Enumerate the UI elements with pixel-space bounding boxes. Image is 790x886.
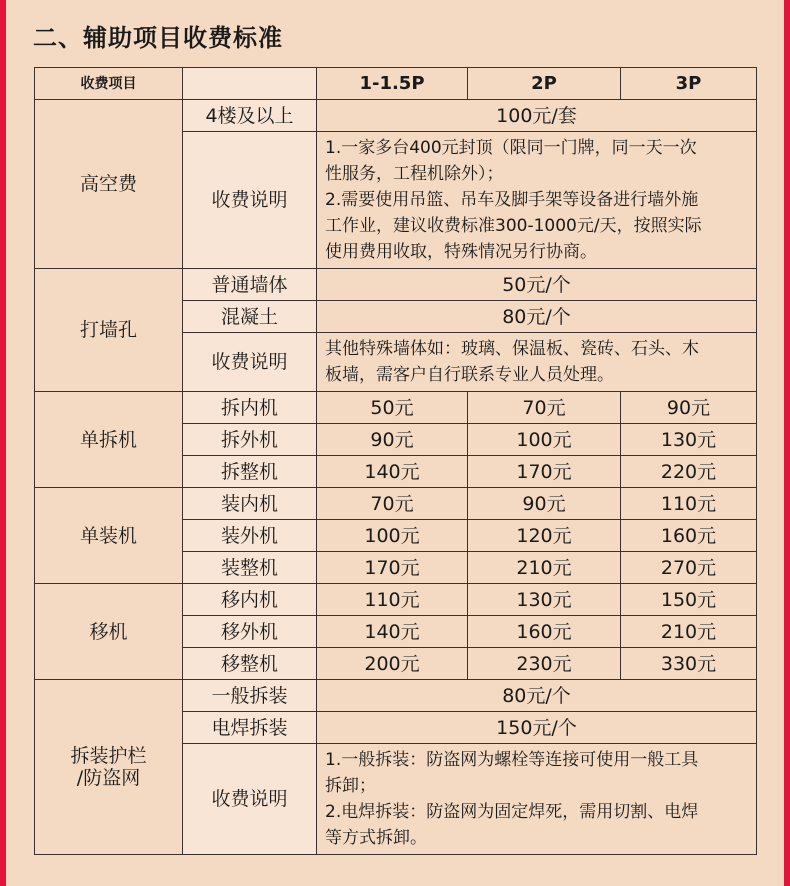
row-price: 80元/个 (317, 301, 757, 333)
price-cell: 140元 (317, 456, 468, 488)
note-text: 1.一家多台400元封顶（限同一门牌，同一天一次 性服务，工程机除外）； 2.需要使用吊篮、吊车及脚手架等设备进行墙外施 工作业，建议收费标准300-1000元/天，按照实际 使用费用收取，特殊情况另行协商。 (317, 132, 757, 269)
header-item: 收费项目 (35, 68, 183, 100)
page-title: 二、辅助项目收费标准 (33, 24, 283, 52)
category-uninstall: 单拆机 (35, 392, 183, 488)
price-cell: 70元 (468, 392, 621, 424)
category-guardrail: 拆装护栏 /防盗网 (35, 680, 183, 855)
header-blank (183, 68, 317, 100)
price-cell: 70元 (317, 488, 468, 520)
table-row (35, 488, 757, 520)
row-name: 装内机 (183, 488, 317, 520)
price-cell: 110元 (317, 584, 468, 616)
price-cell: 270元 (621, 552, 757, 584)
note-label: 收费说明 (183, 744, 317, 855)
header-size-1: 1-1.5P (317, 68, 468, 100)
table-row (35, 269, 757, 301)
table-row (35, 392, 757, 424)
row-name: 4楼及以上 (183, 100, 317, 132)
price-cell: 90元 (621, 392, 757, 424)
price-cell: 140元 (317, 616, 468, 648)
header-size-2: 2P (468, 68, 621, 100)
category-relocate: 移机 (35, 584, 183, 680)
row-name: 移整机 (183, 648, 317, 680)
price-cell: 160元 (621, 520, 757, 552)
table-row (35, 100, 757, 132)
price-cell: 100元 (317, 520, 468, 552)
table-row (35, 680, 757, 712)
left-border-strip (0, 0, 6, 886)
note-text: 其他特殊墙体如：玻璃、保温板、瓷砖、石头、木 板墙，需客户自行联系专业人员处理。 (317, 333, 757, 392)
category-wall-hole: 打墙孔 (35, 269, 183, 392)
price-cell: 150元 (621, 584, 757, 616)
price-cell: 100元 (468, 424, 621, 456)
row-name: 一般拆装 (183, 680, 317, 712)
table-row (35, 584, 757, 616)
price-cell: 230元 (468, 648, 621, 680)
category-install: 单装机 (35, 488, 183, 584)
header-size-3: 3P (621, 68, 757, 100)
row-name: 普通墙体 (183, 269, 317, 301)
price-cell: 220元 (621, 456, 757, 488)
row-name: 移内机 (183, 584, 317, 616)
price-cell: 170元 (317, 552, 468, 584)
price-cell: 130元 (621, 424, 757, 456)
price-cell: 50元 (317, 392, 468, 424)
price-cell: 330元 (621, 648, 757, 680)
category-high-altitude: 高空费 (35, 100, 183, 269)
row-name: 装外机 (183, 520, 317, 552)
note-text: 1.一般拆装：防盗网为螺栓等连接可使用一般工具 拆卸； 2.电焊拆装：防盗网为固定焊死，需用切割、电焊 等方式拆卸。 (317, 744, 757, 855)
price-cell: 160元 (468, 616, 621, 648)
price-cell: 110元 (621, 488, 757, 520)
row-name: 移外机 (183, 616, 317, 648)
price-cell: 90元 (468, 488, 621, 520)
row-price: 150元/个 (317, 712, 757, 744)
row-name: 装整机 (183, 552, 317, 584)
row-name: 拆内机 (183, 392, 317, 424)
price-cell: 210元 (468, 552, 621, 584)
row-price: 50元/个 (317, 269, 757, 301)
right-border-strip (784, 0, 790, 886)
row-name: 拆外机 (183, 424, 317, 456)
price-cell: 210元 (621, 616, 757, 648)
row-name: 拆整机 (183, 456, 317, 488)
price-cell: 200元 (317, 648, 468, 680)
row-price: 80元/个 (317, 680, 757, 712)
row-name: 电焊拆装 (183, 712, 317, 744)
price-cell: 120元 (468, 520, 621, 552)
price-cell: 170元 (468, 456, 621, 488)
row-price: 100元/套 (317, 100, 757, 132)
fee-table (34, 67, 757, 855)
price-cell: 130元 (468, 584, 621, 616)
row-name: 混凝土 (183, 301, 317, 333)
note-label: 收费说明 (183, 132, 317, 269)
price-cell: 90元 (317, 424, 468, 456)
table-header-row (35, 68, 757, 100)
note-label: 收费说明 (183, 333, 317, 392)
